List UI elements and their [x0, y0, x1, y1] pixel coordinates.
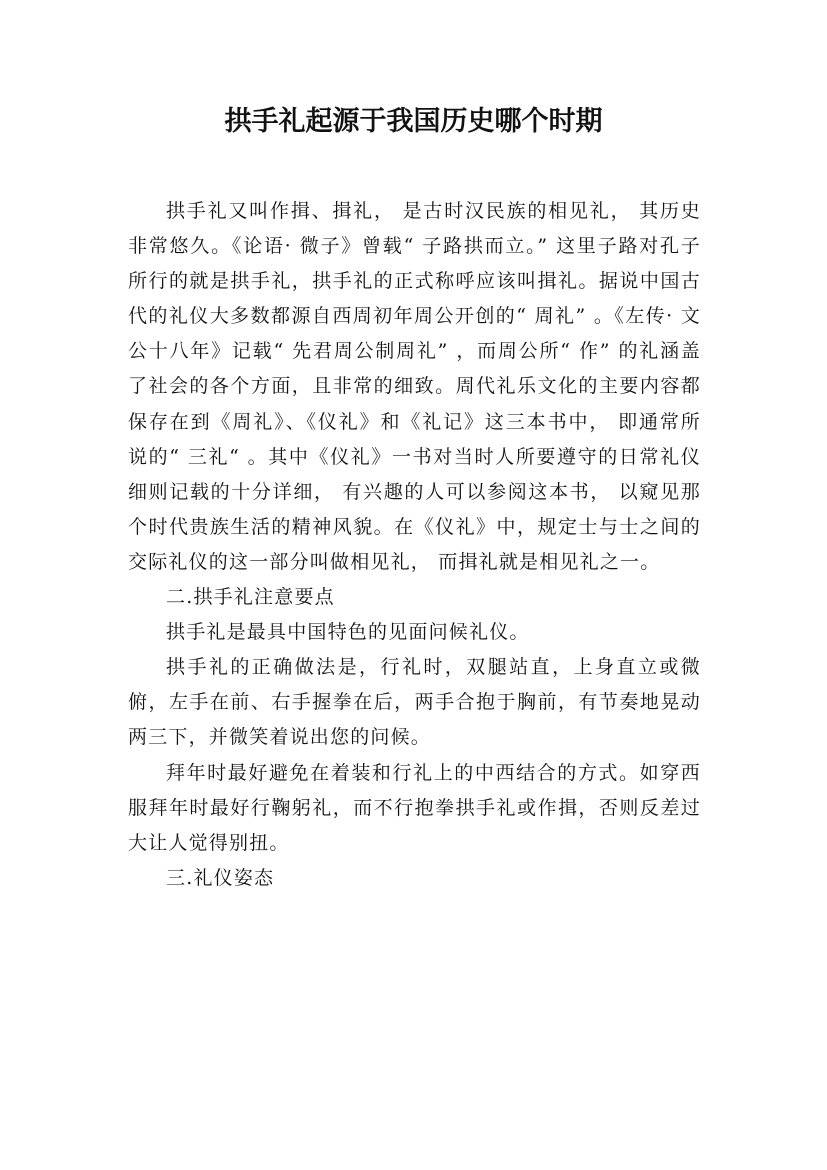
document-title: 拱手礼起源于我国历史哪个时期: [224, 106, 603, 137]
paragraph-method: 拱手礼的正确做法是，行礼时，双腿站直，上身直立或微俯，左手在前、右手握拳在后，两手合抱于胸前，有节奏地晃动两三下，并微笑着说出您的问候。: [128, 656, 701, 749]
paragraph-new-year: 拜年时最好避免在着装和行礼上的中西结合的方式。如穿西服拜年时最好行鞠躬礼，而不行抱拳拱手礼或作揖，否则反差过大让人觉得别扭。: [128, 761, 701, 854]
document-body: [128, 194, 701, 896]
paragraph-origin: 拱手礼又叫作揖、揖礼， 是古时汉民族的相见礼， 其历史非常悠久。《论语· 微子》曾载“ 子路拱而立。” 这里子路对孔子所行的就是拱手礼，拱手礼的正式称呼应该叫揖礼。据说中国古代的礼仪大多数都源自西周初年周公开创的“ 周礼” 。《左传· 文公十八年》记载“ 先君周公制周礼” ，而周公所“ 作” 的礼涵盖了社会的各个方面，且非常的细致。周代礼乐文化的主要内容都保存在到《周礼》、《仪礼》和《礼记》这三本书中， 即通常所说的“ 三礼“ 。其中《仪礼》一书对当时人所要遵守的日常礼仪细则记载的十分详细， 有兴趣的人可以参阅这本书， 以窥见那个时代贵族生活的精神风貌。在《仪礼》中，规定士与士之间的交际礼仪的这一部分叫做相见礼， 而揖礼就是相见礼之一。: [128, 200, 701, 573]
section-heading-3: 三.礼仪姿态: [166, 866, 275, 889]
section-heading-2: 二.拱手礼注意要点: [166, 586, 335, 609]
paragraph-feature: 拱手礼是最具中国特色的见面问候礼仪。: [166, 621, 530, 644]
